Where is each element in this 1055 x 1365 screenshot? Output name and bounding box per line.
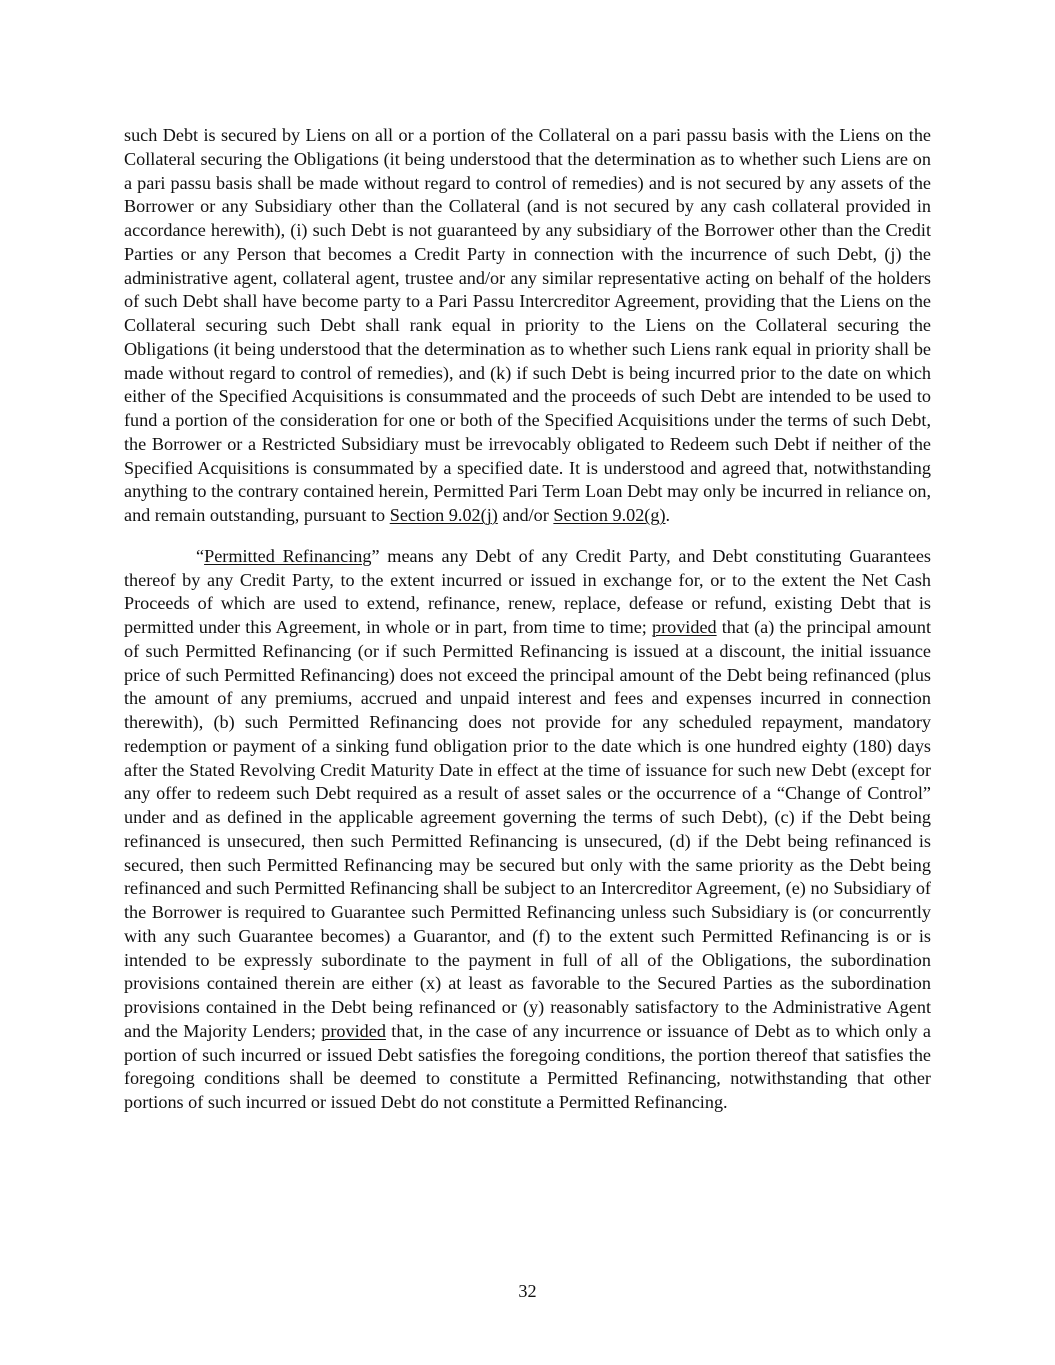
document-body	[124, 124, 931, 1115]
paragraph-2-text-a: ” means any Debt of any Credit Party, and Debt constituting Guarantees thereof by any Credit Party, to the extent incurred or issued in exchange for, or to the extent the Net Cash Proceeds of which are used to extend, refinance, renew, replace, defease or refund, existing Debt that is permitted under this Agreement, in whole or in part, from time to time;	[124, 545, 931, 637]
section-reference-9-02-g: Section 9.02(g)	[553, 505, 666, 525]
paragraph-2-text-c: that, in the case of any incurrence or issuance of Debt as to which only a portion of such incurred or issued Debt satisfies the foregoing conditions, the portion thereof that satisfies the foregoing conditions shall be deemed to constitute a Permitted Refinancing, notwithstanding that other portions of such incurred or issued Debt do not constitute a Permitted Refinancing.	[124, 1020, 931, 1112]
defined-term: Permitted Refinancing	[204, 545, 372, 566]
page-number: 32	[518, 1281, 537, 1301]
provided-term-1: provided	[651, 617, 717, 637]
paragraph-1-text-c: .	[665, 505, 671, 525]
paragraph-continuation	[124, 124, 931, 528]
open-quote: “	[196, 545, 205, 566]
paragraph-1-text-a: such Debt is secured by Liens on all or a portion of the Collateral on a pari passu basis with the Liens on the Collateral securing the Obligations (it being understood that the determination as to whether such Liens are on a pari passu basis shall be made without regard to control of remedies) and is not secured by any assets of the Borrower or any Subsidiary other than the Collateral (and is not secured by any cash collateral provided in accordance herewith), (i) such Debt is not guaranteed by any subsidiary of the Borrower other than the Credit Parties or any Person that becomes a Credit Party in connection with the incurrence of such Debt, (j) the administrative agent, collateral agent, trustee and/or any similar representative acting on behalf of the holders of such Debt shall have become party to a Pari Passu Intercreditor Agreement, providing that the Liens on the Collateral securing such Debt shall rank equal in priority to the Liens on the Collateral securing the Obligations (it being understood that the determination as to whether such Liens rank equal in priority shall be made without regard to control of remedies), and (k) if such Debt is being incurred prior to the date on which either of the Specified Acquisitions is consummated and the proceeds of such Debt are intended to be used to fund a portion of the consideration for one or both of the Specified Acquisitions under the terms of such Debt, the Borrower or a Restricted Subsidiary must be irrevocably obligated to Redeem such Debt if neither of the Specified Acquisitions is consummated by a specified date. It is understood and agreed that, notwithstanding anything to the contrary contained herein, Permitted Pari Term Loan Debt may only be incurred in reliance on, and remain outstanding, pursuant to	[124, 125, 931, 525]
paragraph-1-text-b: and/or	[497, 505, 554, 525]
provided-term-2: provided	[321, 1020, 386, 1041]
section-reference-9-02-j: Section 9.02(j)	[389, 505, 498, 525]
paragraph-2-text-b: that (a) the principal amount of such Permitted Refinancing (or if such Permitted Refinancing is issued at a discount, the initial issuance price of such Permitted Refinancing) does not exceed the principal amount of the Debt being refinanced (plus the amount of any premiums, accrued and unpaid interest and fees and expenses incurred in connection therewith), (b) such Permitted Refinancing does not provide for any scheduled repayment, mandatory redemption or payment of a sinking fund obligation prior to the date which is one hundred eighty (180) days after the Stated Revolving Credit Maturity Date in effect at the time of issuance for such new Debt (except for any offer to redeem such Debt required as a result of asset sales or the occurrence of a “Change of Control” under and as defined in the applicable agreement governing the terms of such Debt), (c) if the Debt being refinanced is unsecured, then such Permitted Refinancing is unsecured, (d) if the Debt being refinanced is secured, then such Permitted Refinancing may be secured but only with the same priority as the Debt being refinanced and such Permitted Refinancing shall be subject to an Intercreditor Agreement, (e) no Subsidiary of the Borrower is required to Guarantee such Permitted Refinancing unless such Subsidiary is (or concurrently with any such Guarantee becomes) a Guarantor, and (f) to the extent such Permitted Refinancing is or is intended to be expressly subordinate to the payment in full of all of the Obligations, the subordination provisions contained therein are either (x) at least as favorable to the Secured Parties as the subordination provisions contained in the Debt being refinanced or (y) reasonably satisfactory to the Administrative Agent and the Majority Lenders;	[124, 617, 932, 1041]
paragraph-definition-permitted-refinancing	[124, 545, 931, 1115]
